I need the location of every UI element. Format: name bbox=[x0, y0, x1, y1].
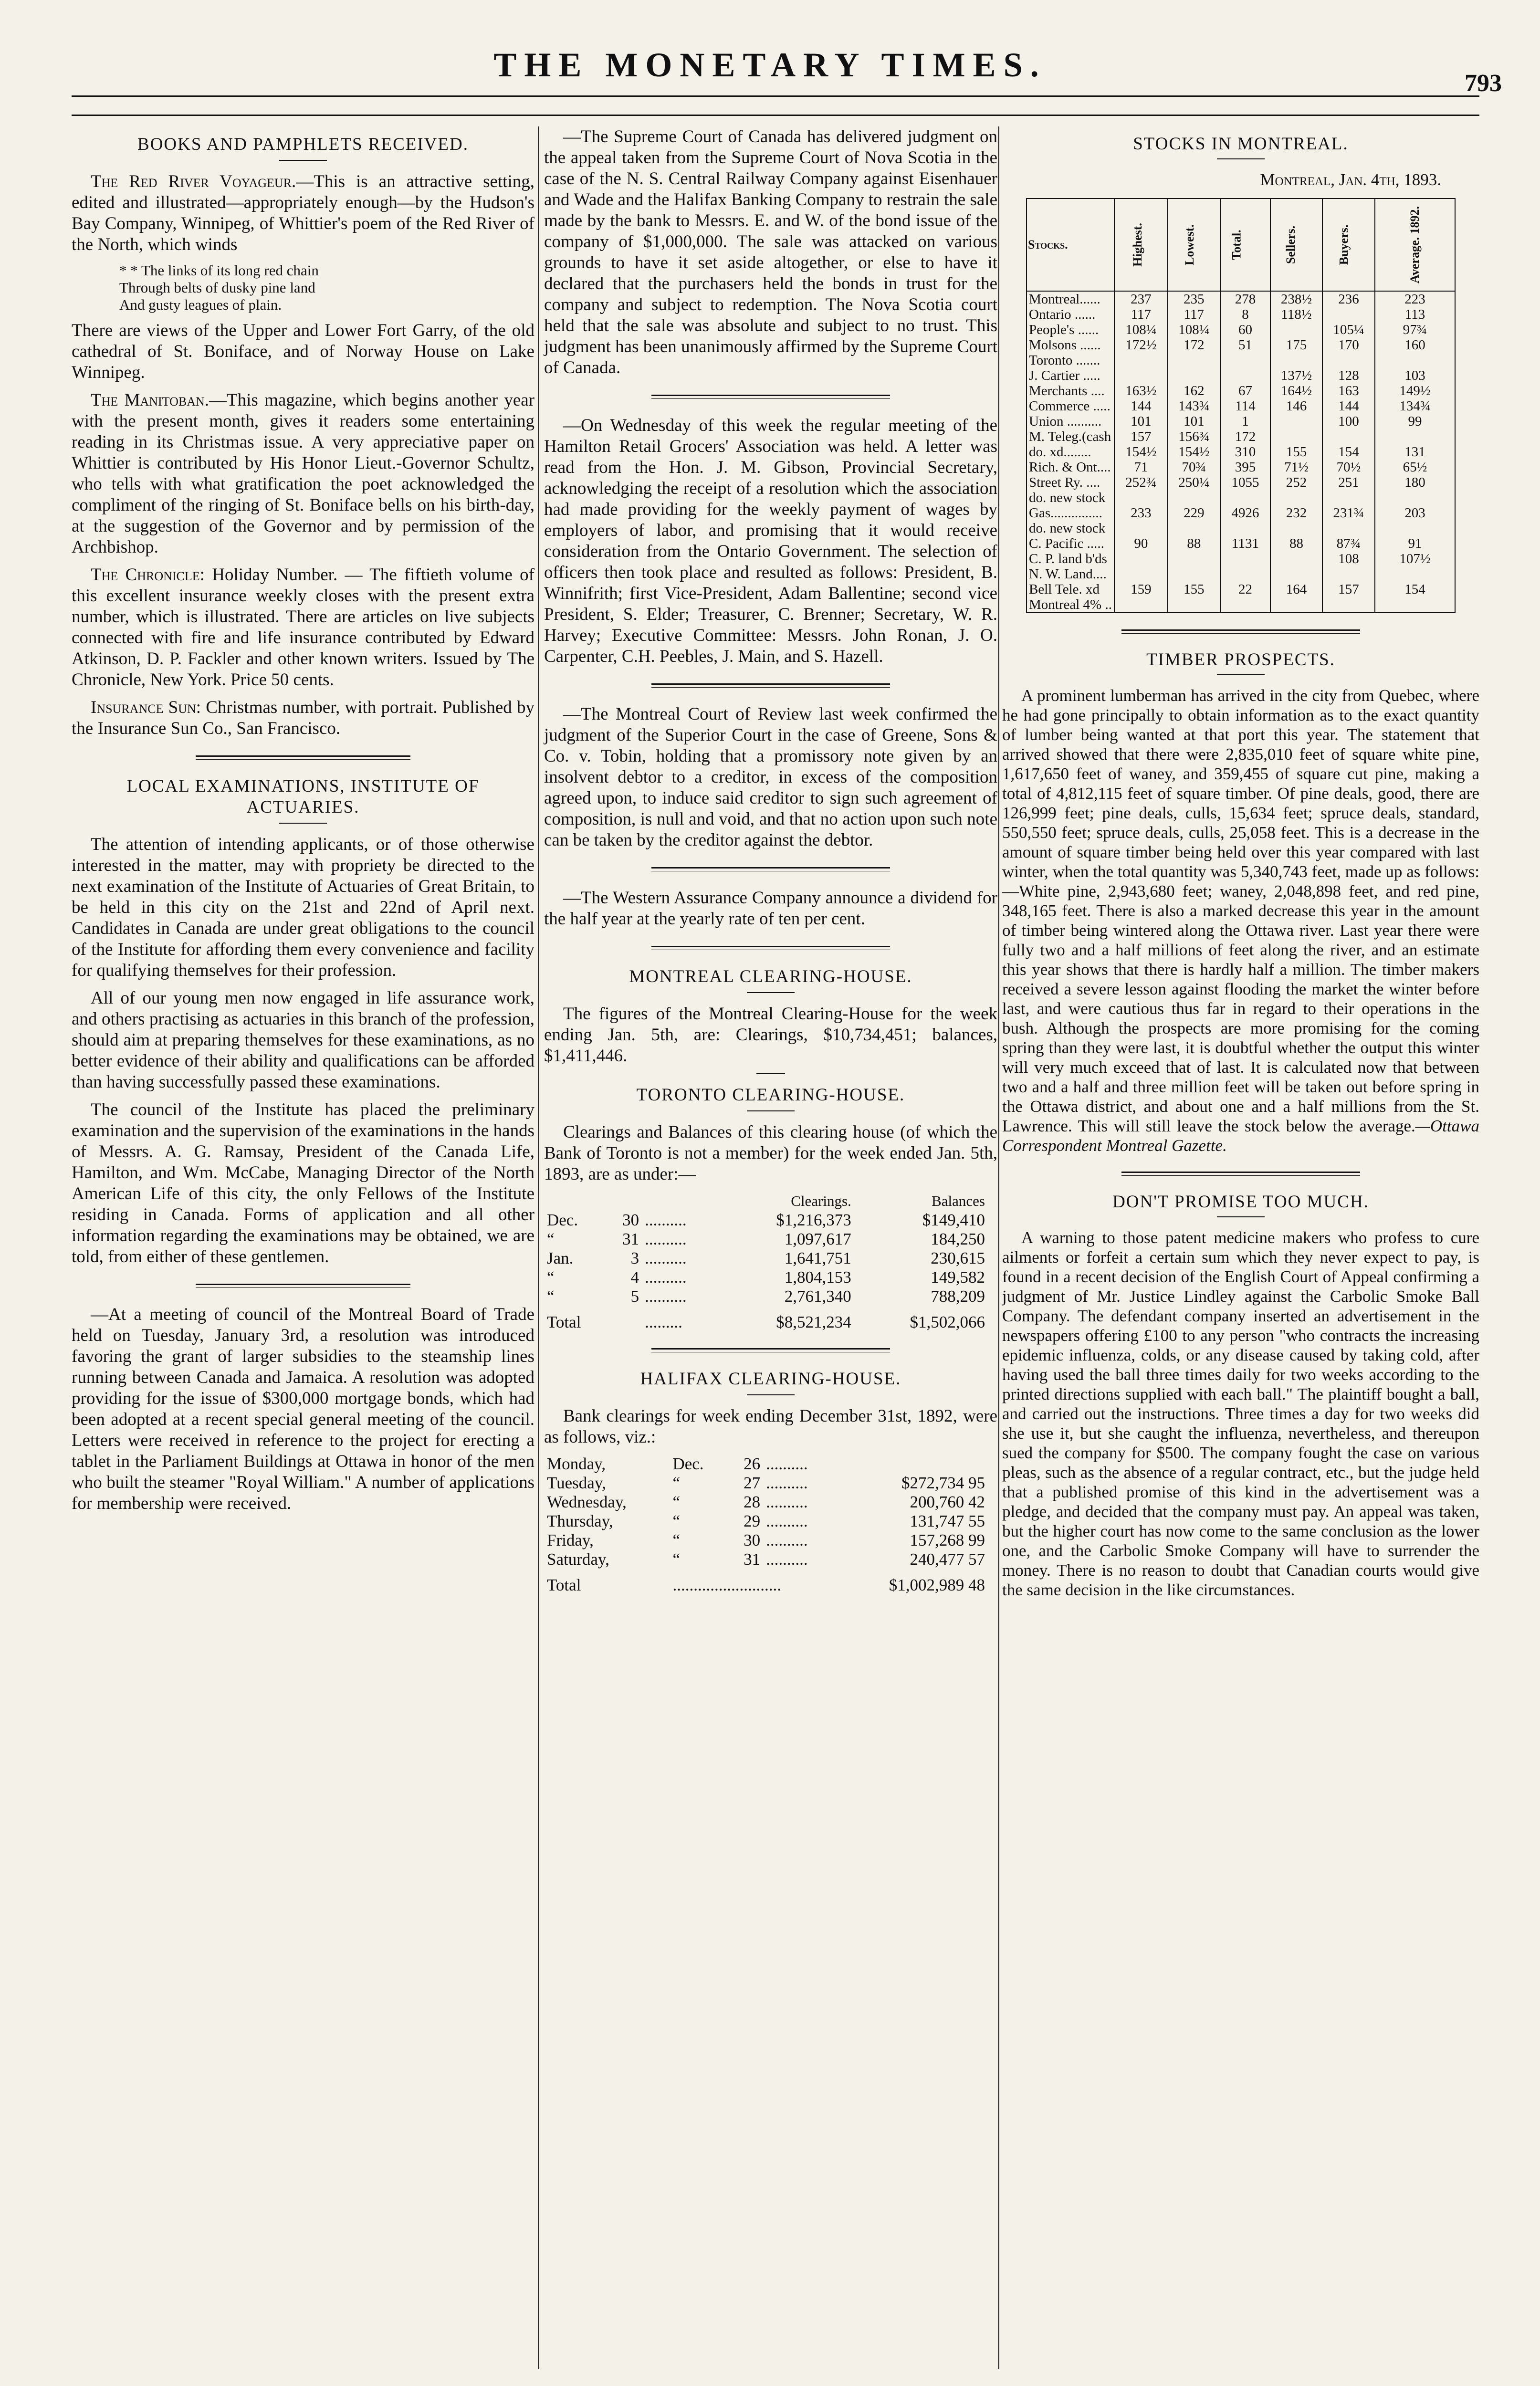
stock-value bbox=[1375, 597, 1455, 613]
stock-value: 103 bbox=[1375, 368, 1455, 383]
stock-value: 172½ bbox=[1114, 337, 1168, 353]
table-row: “ 5 .......... 2,761,340 788,209 bbox=[547, 1287, 985, 1306]
dont-promise-heading: DON'T PROMISE TOO MUCH. bbox=[1112, 1192, 1369, 1212]
column-header: Stocks. bbox=[1027, 199, 1114, 291]
stock-value: 97¾ bbox=[1375, 322, 1455, 337]
stock-value: 113 bbox=[1375, 307, 1455, 322]
stock-value: 231¾ bbox=[1322, 505, 1375, 521]
stock-value: 1131 bbox=[1220, 536, 1270, 551]
stock-name: do. xd........ bbox=[1027, 444, 1114, 460]
books-paragraph: Insurance Sun: Christmas number, with portrait. Published by the Insurance Sun Co., San Francisco. bbox=[72, 698, 534, 738]
stock-value: 67 bbox=[1220, 383, 1270, 398]
stock-value: 101 bbox=[1114, 414, 1168, 429]
stock-row bbox=[1027, 368, 1455, 383]
stock-value bbox=[1168, 566, 1220, 582]
table-row-total: Total ......... $8,521,234 $1,502,066 bbox=[547, 1313, 985, 1331]
column-header: Clearings. bbox=[791, 1193, 851, 1209]
stock-value: 235 bbox=[1168, 291, 1220, 307]
stock-value: 88 bbox=[1168, 536, 1220, 551]
stock-name: Montreal 4% .. bbox=[1027, 597, 1114, 613]
stock-value: 60 bbox=[1220, 322, 1270, 337]
toronto-clearing-table bbox=[544, 1192, 988, 1332]
stock-value bbox=[1168, 368, 1220, 383]
stock-value bbox=[1322, 307, 1375, 322]
stock-name: Street Ry. .... bbox=[1027, 475, 1114, 490]
stock-value: 172 bbox=[1220, 429, 1270, 444]
stock-value bbox=[1270, 597, 1322, 613]
stock-value: 395 bbox=[1220, 460, 1270, 475]
stock-value bbox=[1270, 490, 1322, 505]
table-row: Tuesday, “ 27 .......... $272,734 95 bbox=[547, 1474, 985, 1492]
divider bbox=[756, 1073, 785, 1074]
stock-value: 108 bbox=[1322, 551, 1375, 566]
local-exams-paragraph: The attention of intending applicants, or of those otherwise interested in the matter, may with propriety be directed to the next examination of the Institute of Actuaries of Great Britain, to be held in this city on the 21st and 22nd of April next. Candidates in Canada are under great obligations to the council of the Institute for affording them every convenience and facility for qualifying themselves for their profession. bbox=[72, 835, 534, 980]
stock-value bbox=[1114, 597, 1168, 613]
table-row: Saturday, “ 31 .......... 240,477 57 bbox=[547, 1550, 985, 1569]
stock-value: 310 bbox=[1220, 444, 1270, 460]
divider bbox=[651, 395, 890, 399]
stock-value bbox=[1220, 566, 1270, 582]
stock-value: 90 bbox=[1114, 536, 1168, 551]
divider bbox=[279, 160, 327, 161]
stock-value: 137½ bbox=[1270, 368, 1322, 383]
board-of-trade-paragraph: —At a meeting of council of the Montreal Board of Trade held on Tuesday, January 3rd, a resolution was introduced favoring the grant of larger subsidies to the steamship lines running between Canada and Jamaica. A resolution was adopted providing for the issue of $300,000 mortgage bonds, which had been adopted at a recent special general meeting of the council. Letters were received in reference to the project for erecting a tablet in the Parliament Buildings at Ottawa in honor of the men who built the steamer "Royal William." A number of applications for membership were received. bbox=[72, 1305, 534, 1513]
stock-name: do. new stock bbox=[1027, 521, 1114, 536]
stock-value: 146 bbox=[1270, 398, 1322, 414]
stock-row bbox=[1027, 597, 1455, 613]
stock-value: 160 bbox=[1375, 337, 1455, 353]
stock-value bbox=[1114, 521, 1168, 536]
toronto-clearing-heading: TORONTO CLEARING-HOUSE. bbox=[636, 1085, 905, 1105]
stock-value bbox=[1220, 597, 1270, 613]
stock-value: 144 bbox=[1114, 398, 1168, 414]
stock-value: 252 bbox=[1270, 475, 1322, 490]
stock-row bbox=[1027, 429, 1455, 444]
divider bbox=[1121, 1172, 1360, 1176]
stock-value bbox=[1270, 521, 1322, 536]
timber-heading: TIMBER PROSPECTS. bbox=[1146, 650, 1335, 670]
stock-row bbox=[1027, 582, 1455, 597]
stock-value bbox=[1375, 353, 1455, 368]
stock-value: 250¼ bbox=[1168, 475, 1220, 490]
stock-value: 65½ bbox=[1375, 460, 1455, 475]
stock-value: 154 bbox=[1375, 582, 1455, 597]
stock-value bbox=[1375, 521, 1455, 536]
stock-row bbox=[1027, 475, 1455, 490]
stock-value bbox=[1322, 566, 1375, 582]
stocks-heading: STOCKS IN MONTREAL. bbox=[1133, 134, 1349, 154]
stock-value bbox=[1114, 551, 1168, 566]
table-row: Dec. 30 .......... $1,216,373 $149,410 bbox=[547, 1211, 985, 1229]
masthead-rule-lower bbox=[72, 115, 1479, 116]
divider bbox=[747, 1110, 795, 1111]
stock-row bbox=[1027, 291, 1455, 307]
books-heading: BOOKS AND PAMPHLETS RECEIVED. bbox=[137, 135, 469, 154]
stock-value: 99 bbox=[1375, 414, 1455, 429]
stock-row bbox=[1027, 505, 1455, 521]
stock-value bbox=[1168, 490, 1220, 505]
books-paragraph: The Chronicle: Holiday Number. — The fiftieth volume of this excellent insurance weekly closes with the present extra number, which is illustrated. There are articles on live subjects connected with fire and life insurance contributed by Edward Atkinson, D. P. Fackler and other known writers. Issued by The Chronicle, New York. Price 50 cents. bbox=[72, 565, 534, 690]
stock-value: 108¼ bbox=[1114, 322, 1168, 337]
stock-value: 100 bbox=[1322, 414, 1375, 429]
column-header: Highest. bbox=[1114, 199, 1168, 291]
stock-row bbox=[1027, 414, 1455, 429]
poem-quote bbox=[119, 262, 534, 314]
stock-name: C. Pacific ..... bbox=[1027, 536, 1114, 551]
stock-value: 117 bbox=[1168, 307, 1220, 322]
stock-value: 172 bbox=[1168, 337, 1220, 353]
stock-value: 88 bbox=[1270, 536, 1322, 551]
stock-value: 157 bbox=[1114, 429, 1168, 444]
stock-value: 155 bbox=[1168, 582, 1220, 597]
table-row: Wednesday, “ 28 .......... 200,760 42 bbox=[547, 1493, 985, 1511]
stock-value bbox=[1322, 490, 1375, 505]
montreal-clearing-heading: MONTREAL CLEARING-HOUSE. bbox=[629, 967, 912, 986]
stock-value: 144 bbox=[1322, 398, 1375, 414]
divider bbox=[651, 867, 890, 871]
stock-value: 4926 bbox=[1220, 505, 1270, 521]
divider bbox=[651, 1348, 890, 1352]
stock-value: 162 bbox=[1168, 383, 1220, 398]
local-exams-heading: LOCAL EXAMINATIONS, INSTITUTE OF ACTUARIES. bbox=[126, 776, 480, 817]
stock-name: Ontario ...... bbox=[1027, 307, 1114, 322]
table-row: “ 4 .......... 1,804,153 149,582 bbox=[547, 1268, 985, 1287]
stock-value bbox=[1114, 490, 1168, 505]
stock-value: 1 bbox=[1220, 414, 1270, 429]
stock-row bbox=[1027, 337, 1455, 353]
stock-value: 163½ bbox=[1114, 383, 1168, 398]
books-paragraph: The Manitoban.—This magazine, which begins another year with the present month, gives it readers some entertaining reading in its Christmas issue. A very appreciative paper on Whittier is contributed by His Honor Lieut.-Governor Schultz, who tells with what gratification the poet acknowledged the compliment of the ringing of St. Boniface bells on his birth-day, at the suggestion of the Governor and by permission of the Archbishop. bbox=[72, 390, 534, 557]
stock-name: Molsons ...... bbox=[1027, 337, 1114, 353]
books-paragraph: There are views of the Upper and Lower Fort Garry, of the old cathedral of St. Boniface, and of Norway House on Lake Winnipeg. bbox=[72, 321, 534, 382]
divider bbox=[279, 823, 327, 824]
stock-value: 155 bbox=[1270, 444, 1322, 460]
stock-value bbox=[1270, 353, 1322, 368]
stock-value bbox=[1270, 322, 1322, 337]
column-middle bbox=[544, 126, 997, 1595]
stock-value: 229 bbox=[1168, 505, 1220, 521]
masthead: THE MONETARY TIMES. bbox=[493, 46, 1047, 84]
divider bbox=[196, 1284, 410, 1288]
stock-value: 87¾ bbox=[1322, 536, 1375, 551]
stock-row bbox=[1027, 490, 1455, 505]
stock-value bbox=[1168, 597, 1220, 613]
column-header: Sellers. bbox=[1270, 199, 1322, 291]
book-title: The Red River Voyageur. bbox=[91, 172, 296, 191]
column-header: Balances bbox=[932, 1193, 985, 1209]
stock-value bbox=[1114, 368, 1168, 383]
stock-value: 70½ bbox=[1322, 460, 1375, 475]
stock-name: J. Cartier ..... bbox=[1027, 368, 1114, 383]
stock-value: 149½ bbox=[1375, 383, 1455, 398]
stock-name: Rich. & Ont.... bbox=[1027, 460, 1114, 475]
table-row: “ 31 .......... 1,097,617 184,250 bbox=[547, 1230, 985, 1248]
page-number: 793 bbox=[1465, 70, 1502, 97]
halifax-clearing-heading: HALIFAX CLEARING-HOUSE. bbox=[640, 1369, 901, 1389]
stock-value bbox=[1270, 566, 1322, 582]
masthead-rule bbox=[72, 95, 1479, 97]
halifax-clearing-table bbox=[544, 1455, 988, 1595]
stock-row bbox=[1027, 460, 1455, 475]
stock-value: 105¼ bbox=[1322, 322, 1375, 337]
stock-row bbox=[1027, 551, 1455, 566]
stock-value: 278 bbox=[1220, 291, 1270, 307]
poem-line: * * The links of its long red chain bbox=[119, 262, 319, 279]
stock-value: 1055 bbox=[1220, 475, 1270, 490]
stock-name: Commerce ..... bbox=[1027, 398, 1114, 414]
stock-value: 238½ bbox=[1270, 291, 1322, 307]
column-header: Lowest. bbox=[1168, 199, 1220, 291]
poem-line: Through belts of dusky pine land bbox=[119, 279, 315, 296]
montreal-clearing-text: The figures of the Montreal Clearing-House for the week ending Jan. 5th, are: Clearings, $10,734,451; balances, $1,411,446. bbox=[544, 1004, 997, 1066]
books-paragraph: The Red River Voyageur.—This is an attractive setting, edited and illustrated—appropriately enough—by the Hudson's Bay Company, Winnipeg, of Whittier's poem of the Red River of the North, which winds bbox=[72, 172, 534, 254]
stock-value: 170 bbox=[1322, 337, 1375, 353]
supreme-court-paragraph: —The Supreme Court of Canada has delivered judgment on the appeal taken from the Supreme Court of Nova Scotia in the case of the N. S. Central Railway Company against Eisenhauer and Wade and the Halifax Banking Company to restrain the sale made by the bank to Messrs. E. and W. of the bond issue of the company of $1,000,000. The sale was attacked on various grounds to have it set aside altogether, or else to have it declared that the purchasers held the bonds in trust for the company and subject to redemption. The Nova Scotia court held that the sale was absolute and subject to no trust. This judgment has been unanimously affirmed by the Supreme Court of Canada. bbox=[544, 127, 997, 377]
column-right bbox=[1002, 126, 1479, 1606]
column-left bbox=[72, 126, 534, 1521]
stock-value: 22 bbox=[1220, 582, 1270, 597]
stock-value: 154 bbox=[1322, 444, 1375, 460]
table-row: Friday, “ 30 .......... 157,268 99 bbox=[547, 1531, 985, 1549]
stock-value: 101 bbox=[1168, 414, 1220, 429]
divider bbox=[651, 946, 890, 950]
western-assurance-paragraph: —The Western Assurance Company announce a dividend for the half year at the yearly rate of ten per cent. bbox=[544, 888, 997, 929]
stock-value: 71½ bbox=[1270, 460, 1322, 475]
divider bbox=[196, 755, 410, 760]
stock-value: 163 bbox=[1322, 383, 1375, 398]
stock-value bbox=[1220, 368, 1270, 383]
stock-value bbox=[1322, 353, 1375, 368]
stock-value bbox=[1220, 353, 1270, 368]
divider bbox=[1217, 1216, 1265, 1217]
stock-value bbox=[1322, 429, 1375, 444]
stock-value: 128 bbox=[1322, 368, 1375, 383]
book-title: The Chronicle bbox=[91, 565, 200, 585]
stock-name: do. new stock bbox=[1027, 490, 1114, 505]
stock-value: 134¾ bbox=[1375, 398, 1455, 414]
stock-value: 223 bbox=[1375, 291, 1455, 307]
table-row: Thursday, “ 29 .......... 131,747 55 bbox=[547, 1512, 985, 1530]
stock-value: 164 bbox=[1270, 582, 1322, 597]
stock-value: 252¾ bbox=[1114, 475, 1168, 490]
book-title: Insurance Sun bbox=[91, 698, 196, 717]
stock-name: Merchants .... bbox=[1027, 383, 1114, 398]
stock-value bbox=[1375, 429, 1455, 444]
stock-value: 236 bbox=[1322, 291, 1375, 307]
stock-value: 70¾ bbox=[1168, 460, 1220, 475]
stock-value bbox=[1168, 353, 1220, 368]
stock-name: M. Teleg.(cash bbox=[1027, 429, 1114, 444]
stock-value: 8 bbox=[1220, 307, 1270, 322]
local-exams-paragraph: All of our young men now engaged in life assurance work, and others practising as actuaries in this branch of the profession, should aim at preparing themselves for these examinations, as no better evidence of their ability and qualifications can be afforded than having successfully passed these examinations. bbox=[72, 988, 534, 1092]
grocers-paragraph: —On Wednesday of this week the regular meeting of the Hamilton Retail Grocers' Association was held. A letter was read from the Hon. J. M. Gibson, Provincial Secretary, acknowledging the receipt of a resolution which the association had made providing for the weekly payment of wages by employers of labor, and promising that it would receive consideration from the Ontario Government. The selection of officers then took place and resulted as follows: President, B. Winnifrith; first Vice-President, Adam Ballentine; second vice President, S. Elder; Treasurer, C. Brenner; Secretary, W. R. Harvey; Executive Committee: Messrs. John Ronan, J. O. Carpenter, C.H. Peebles, J. Main, and S. Hazell. bbox=[544, 416, 997, 666]
stock-value: 91 bbox=[1375, 536, 1455, 551]
stock-value: 117 bbox=[1114, 307, 1168, 322]
stock-value: 118½ bbox=[1270, 307, 1322, 322]
table-row-total: Total .......................... $1,002,989 48 bbox=[547, 1576, 985, 1594]
stock-value: 156¾ bbox=[1168, 429, 1220, 444]
toronto-clearing-text: Clearings and Balances of this clearing house (of which the Bank of Toronto is not a member) for the week ended Jan. 5th, 1893, are as under:— bbox=[544, 1122, 997, 1184]
stock-value: 232 bbox=[1270, 505, 1322, 521]
book-title: The Manitoban. bbox=[91, 390, 210, 410]
stock-row bbox=[1027, 398, 1455, 414]
stock-name: N. W. Land.... bbox=[1027, 566, 1114, 582]
stock-value: 159 bbox=[1114, 582, 1168, 597]
stocks-table bbox=[1026, 198, 1456, 613]
stock-value: 131 bbox=[1375, 444, 1455, 460]
stock-value: 175 bbox=[1270, 337, 1322, 353]
column-header: Buyers. bbox=[1322, 199, 1375, 291]
divider bbox=[1217, 158, 1265, 159]
divider bbox=[747, 1394, 795, 1395]
divider bbox=[747, 992, 795, 993]
stock-value bbox=[1270, 414, 1322, 429]
column-header: Average. 1892. bbox=[1375, 199, 1455, 291]
column-header: Total. bbox=[1220, 199, 1270, 291]
table-row: Monday, Dec. 26 .......... bbox=[547, 1455, 808, 1473]
stock-value: 157 bbox=[1322, 582, 1375, 597]
stock-row bbox=[1027, 383, 1455, 398]
court-of-review-paragraph: —The Montreal Court of Review last week confirmed the judgment of the Superior Court in the case of Greene, Sons & Co. v. Tobin, holding that a promissory note given by an insolvent debtor to a creditor, in excess of the composition agreed upon, to induce said creditor to sign such agreement of composition, is null and void, and that no action upon such note can be taken by the creditor against the debtor. bbox=[544, 704, 997, 850]
stock-row bbox=[1027, 566, 1455, 582]
stock-value: 108¼ bbox=[1168, 322, 1220, 337]
stock-value: 237 bbox=[1114, 291, 1168, 307]
stock-value bbox=[1114, 566, 1168, 582]
stock-value bbox=[1168, 551, 1220, 566]
table-row: Jan. 3 .......... 1,641,751 230,615 bbox=[547, 1249, 985, 1267]
column-rule bbox=[998, 126, 999, 2369]
column-rule bbox=[538, 126, 539, 2369]
stock-name: Gas............... bbox=[1027, 505, 1114, 521]
stock-value: 203 bbox=[1375, 505, 1455, 521]
stock-value: 233 bbox=[1114, 505, 1168, 521]
stock-value bbox=[1270, 551, 1322, 566]
stock-name: People's ...... bbox=[1027, 322, 1114, 337]
local-exams-paragraph: The council of the Institute has placed the preliminary examination and the supervision of the examinations in the hands of Messrs. A. G. Ramsay, President of the Canada Life, Hamilton, and Wm. McCabe, Managing Director of the North American Life of this city, the only Fellows of the Institute residing in Canada. Forms of application and all other information regarding the examinations may be obtained, we are told, from either of these gentlemen. bbox=[72, 1100, 534, 1266]
stock-row bbox=[1027, 322, 1455, 337]
stocks-table-body bbox=[1027, 291, 1455, 613]
stock-value bbox=[1375, 566, 1455, 582]
divider bbox=[651, 683, 890, 688]
stock-value: 154½ bbox=[1168, 444, 1220, 460]
stock-value: 154½ bbox=[1114, 444, 1168, 460]
stocks-date: Montreal, Jan. 4th, 1893. bbox=[1260, 170, 1441, 189]
stock-value bbox=[1375, 490, 1455, 505]
stock-value bbox=[1270, 429, 1322, 444]
stock-value: 251 bbox=[1322, 475, 1375, 490]
stock-name: C. P. land b'ds bbox=[1027, 551, 1114, 566]
stock-value bbox=[1322, 597, 1375, 613]
stock-row bbox=[1027, 444, 1455, 460]
stock-value: 114 bbox=[1220, 398, 1270, 414]
stock-value bbox=[1322, 521, 1375, 536]
stock-value bbox=[1220, 521, 1270, 536]
stock-row bbox=[1027, 307, 1455, 322]
stock-name: Toronto ....... bbox=[1027, 353, 1114, 368]
dont-promise-paragraph: A warning to those patent medicine makers who profess to cure ailments or forfeit a certain sum which they never expect to pay, is found in a recent decision of the English Court of Appeal confirming a judgment of Mr. Justice Lindley against the Carbolic Smoke Ball Company. The defendant company inserted an advertisement in the newspapers offering £100 to any person "who contracts the increasing epidemic influenza, colds, or any disease caused by taking cold, after having used the ball three times daily for two weeks according to the printed directions supplied with each ball." The plaintiff bought a ball, and carried out the instructions. Three times a day for two weeks did she use it, but she caught the influenza, nevertheless, and thereupon sued the company for $500. The company fought the case on various pleas, such as the absence of a regular contract, etc., but the judge held that a published promise of this kind in the advertisement was a pledge, and decided that the company must pay. An appeal was taken, but the higher court has now come to the same conclusion as the lower one, and the Carbolic Smoke Company will have to surrender the money. There is no reason to doubt that Canadian courts would give the same decision in the like circumstances. bbox=[1002, 1228, 1479, 1599]
stock-value bbox=[1168, 521, 1220, 536]
divider bbox=[1217, 674, 1265, 675]
stock-name: Union .......... bbox=[1027, 414, 1114, 429]
stock-value: 143¾ bbox=[1168, 398, 1220, 414]
stock-row bbox=[1027, 353, 1455, 368]
stock-row bbox=[1027, 536, 1455, 551]
timber-paragraph: A prominent lumberman has arrived in the city from Quebec, where he had gone principally to obtain information as to the exact quantity of lumber being wanted at that port this year. The statement that arrived showed that there were 2,835,010 feet of square white pine, 1,617,650 feet of waney, and 359,455 of square cut pine, making a total of 4,812,115 feet of square timber. Of pine deals, good, there are 126,999 feet; pine deals, culls, 15,634 feet; spruce deals, standard, 550,550 feet; spruce deals, culls, 25,058 feet. This is a decrease in the amount of square timber being held over this year compared with last winter, when the total quantity was 5,340,743 feet, made up as follows:—White pine, 2,943,680 feet; waney, 2,048,898 feet, and red pine, 348,165 feet. There is also a marked decrease this year in the amount of timber being wintered along the Ottawa river. Last year there were fully two and a half millions of feet along the river, and an estimate this year shows that there is hardly half a million. The timber makers received a severe lesson against flooding the market the winter before last, and were cautious thus far in regard to their operations in the bush. Although the prospects are more promising for the coming spring than they were last, it is doubtful whether the output this winter will very much exceed that of last. It is calculated now that between two and a half and three million feet will be taken out before spring in the Ottawa district, and about one and a half millions from the St. Lawrence. This will still leave the stock below the average.—Ottawa Correspondent Montreal Gazette. bbox=[1002, 686, 1479, 1155]
divider bbox=[1121, 629, 1360, 634]
stock-value bbox=[1114, 353, 1168, 368]
poem-line: And gusty leagues of plain. bbox=[119, 296, 282, 313]
stock-name: Montreal...... bbox=[1027, 291, 1114, 307]
stock-value: 107½ bbox=[1375, 551, 1455, 566]
halifax-clearing-text: Bank clearings for week ending December 31st, 1892, were as follows, viz.: bbox=[544, 1406, 997, 1447]
stock-value bbox=[1220, 551, 1270, 566]
timber-credit: —Ottawa Correspondent Montreal Gazette. bbox=[1002, 1117, 1479, 1155]
stock-value: 71 bbox=[1114, 460, 1168, 475]
stock-value: 51 bbox=[1220, 337, 1270, 353]
stock-row bbox=[1027, 521, 1455, 536]
stock-name: Bell Tele. xd bbox=[1027, 582, 1114, 597]
stock-value bbox=[1220, 490, 1270, 505]
stock-value: 180 bbox=[1375, 475, 1455, 490]
stock-value: 164½ bbox=[1270, 383, 1322, 398]
